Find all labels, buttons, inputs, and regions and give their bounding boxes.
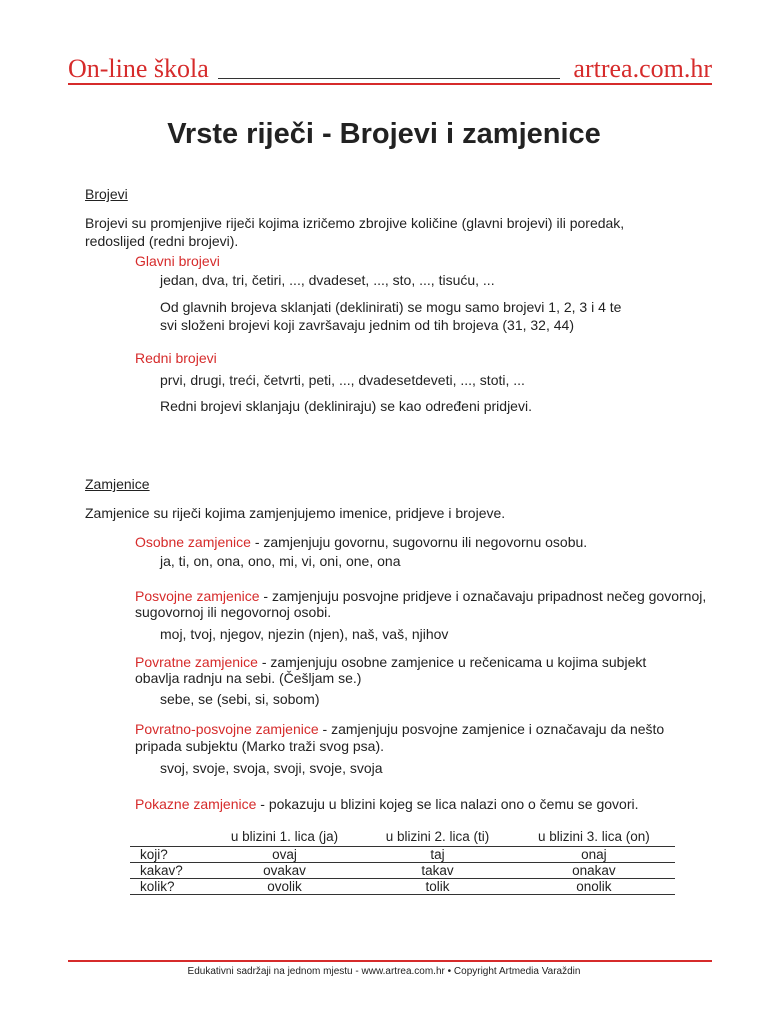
table-cell: koji? xyxy=(130,847,207,863)
pokazne-zamjenice-desc: - pokazuju u blizini kojeg se lica nalazi ono o čemu se govori. xyxy=(256,796,639,812)
redni-brojevi-note: Redni brojevi sklanjaju (dekliniraju) se kao određeni pridjevi. xyxy=(160,398,532,414)
table-cell: kakav? xyxy=(130,863,207,879)
osobne-zamjenice-examples: ja, ti, on, ona, ono, mi, vi, oni, one, ona xyxy=(160,553,401,569)
table-row xyxy=(130,879,675,895)
pokazne-zamjenice-label: Pokazne zamjenice xyxy=(135,796,257,812)
table-cell: kolik? xyxy=(130,879,207,895)
table-row xyxy=(130,847,675,863)
povratne-zamjenice-label: Povratne zamjenice xyxy=(135,654,258,670)
site-domain[interactable]: artrea.com.hr xyxy=(573,54,712,83)
povratne-zamjenice-line-1 xyxy=(135,654,646,671)
posvojne-zamjenice-label: Posvojne zamjenice xyxy=(135,588,260,604)
povratno-posvojne-desc-1: - zamjenjuju posvojne zamjenice i označavaju da nešto xyxy=(318,721,665,737)
brand-name: On-line škola xyxy=(68,54,209,83)
zamjenice-intro: Zamjenice su riječi kojima zamjenjujemo imenice, pridjeve i brojeve. xyxy=(85,505,506,521)
osobne-zamjenice-desc: - zamjenjuju govornu, sugovornu ili negovornu osobu. xyxy=(250,534,588,550)
povratno-posvojne-desc-2: pripada subjektu (Marko traži svog psa). xyxy=(135,738,384,754)
povratne-zamjenice-desc-2: obavlja radnju na sebi. (Češljam se.) xyxy=(135,670,362,686)
table-header-row xyxy=(130,828,675,847)
table-header-cell: u blizini 1. lica (ja) xyxy=(207,828,363,847)
posvojne-zamjenice-desc-1: - zamjenjuju posvojne pridjeve i označavaju pripadnost nečeg govornoj, xyxy=(259,588,707,604)
section-heading-brojevi: Brojevi xyxy=(85,186,128,202)
table-cell: tolik xyxy=(362,879,512,895)
table-header-cell xyxy=(130,828,207,847)
header-rule xyxy=(68,83,712,85)
table-cell: onaj xyxy=(513,847,675,863)
povratno-posvojne-line-1 xyxy=(135,721,664,738)
pokazne-zamjenice-table xyxy=(130,828,675,895)
table-header-cell: u blizini 3. lica (on) xyxy=(513,828,675,847)
table-row xyxy=(130,863,675,879)
page-footer: Edukativni sadržaji na jednom mjestu - www.artrea.com.hr • Copyright Artmedia Varaždin xyxy=(187,966,581,977)
povratno-posvojne-label: Povratno-posvojne zamjenice xyxy=(135,721,319,737)
povratne-zamjenice-desc-1: - zamjenjuju osobne zamjenice u rečenicama u kojima subjekt xyxy=(257,654,647,670)
table-cell: ovakav xyxy=(207,863,363,879)
header-divider xyxy=(218,78,560,79)
osobne-zamjenice-line xyxy=(135,534,587,551)
section-heading-zamjenice: Zamjenice xyxy=(85,476,150,492)
page-header xyxy=(68,54,712,84)
table-cell: onolik xyxy=(513,879,675,895)
posvojne-zamjenice-line-1 xyxy=(135,588,706,605)
table-cell: taj xyxy=(362,847,512,863)
povratne-zamjenice-examples: sebe, se (sebi, si, sobom) xyxy=(160,691,320,707)
povratno-posvojne-examples: svoj, svoje, svoja, svoji, svoje, svoja xyxy=(160,760,383,776)
redni-brojevi-examples: prvi, drugi, treći, četvrti, peti, ..., dvadesetdeveti, ..., stoti, ... xyxy=(160,372,525,388)
posvojne-zamjenice-examples: moj, tvoj, njegov, njezin (njen), naš, vaš, njihov xyxy=(160,626,449,642)
glavni-brojevi-note-2: svi složeni brojevi koji završavaju jednim od tih brojeva (31, 32, 44) xyxy=(160,317,574,333)
table-cell: takav xyxy=(362,863,512,879)
table-cell: ovaj xyxy=(207,847,363,863)
brojevi-intro-line-1: Brojevi su promjenjive riječi kojima izričemo zbrojive količine (glavni brojevi) ili poredak, xyxy=(85,215,625,231)
osobne-zamjenice-label: Osobne zamjenice xyxy=(135,534,251,550)
redni-brojevi-label: Redni brojevi xyxy=(135,350,217,366)
footer-rule xyxy=(68,960,712,962)
page-title: Vrste riječi - Brojevi i zamjenice xyxy=(167,118,601,150)
pokazne-zamjenice-line xyxy=(135,796,639,813)
table-header-cell: u blizini 2. lica (ti) xyxy=(362,828,512,847)
glavni-brojevi-label: Glavni brojevi xyxy=(135,253,220,269)
table-cell: ovolik xyxy=(207,879,363,895)
glavni-brojevi-examples: jedan, dva, tri, četiri, ..., dvadeset, ..., sto, ..., tisuću, ... xyxy=(160,272,495,288)
table-cell: onakav xyxy=(513,863,675,879)
brojevi-intro-line-2: redoslijed (redni brojevi). xyxy=(85,233,239,249)
glavni-brojevi-note-1: Od glavnih brojeva sklanjati (deklinirati) se mogu samo brojevi 1, 2, 3 i 4 te xyxy=(160,299,622,315)
posvojne-zamjenice-desc-2: sugovornoj ili negovornoj osobi. xyxy=(135,604,332,620)
